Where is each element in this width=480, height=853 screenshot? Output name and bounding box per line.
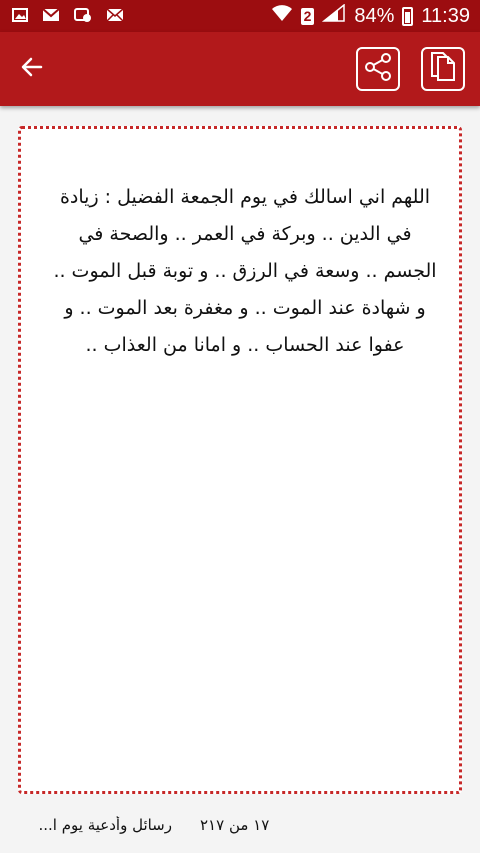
- arrow-left-icon: [20, 55, 44, 83]
- message-counter: ١٧ من ٢١٧: [200, 816, 270, 834]
- message-text: اللهم اني اسالك في يوم الجمعة الفضيل : زيادة في الدين .. وبركة في العمر .. والصحة في الجسم .. وسعة في الرزق .. و توبة قبل الموت .. و شهادة عند الموت .. و مغفرة بعد الموت .. و عفوا عند الحساب .. و امانا من العذاب ..: [53, 186, 437, 356]
- category-title: رسائل وأدعية يوم ا...: [38, 816, 172, 834]
- copy-button[interactable]: [421, 47, 465, 91]
- notification-icons: [12, 7, 124, 26]
- signal-icon: [322, 4, 346, 28]
- copy-icon: [429, 51, 457, 87]
- app-icon: [74, 7, 92, 26]
- message-card: [18, 126, 462, 794]
- battery-icon: [402, 7, 413, 26]
- wifi-icon: [271, 4, 293, 28]
- status-bar: [0, 0, 480, 32]
- footer: [0, 808, 480, 844]
- share-button[interactable]: [356, 47, 400, 91]
- mail-icon: [106, 8, 124, 25]
- image-icon: [12, 7, 28, 26]
- sim-indicator: 2: [301, 8, 315, 25]
- back-button[interactable]: [12, 49, 52, 89]
- clock: 11:39: [421, 4, 470, 27]
- share-icon: [363, 52, 393, 86]
- battery-percent: 84%: [354, 4, 395, 27]
- system-status: [271, 4, 470, 28]
- gmail-icon: [42, 8, 60, 25]
- app-bar: [0, 32, 480, 106]
